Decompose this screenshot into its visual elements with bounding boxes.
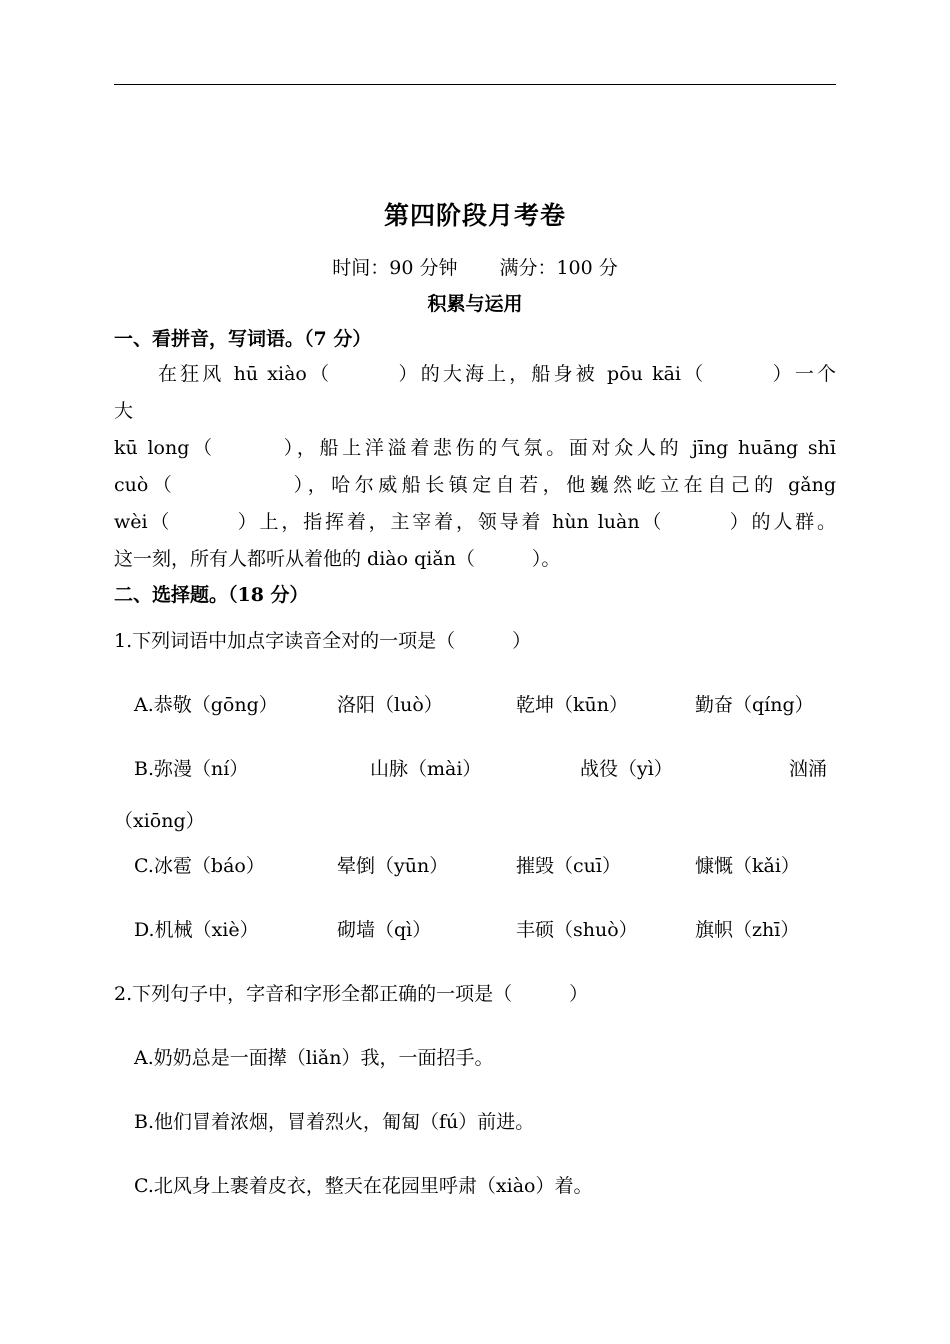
q1-b-2: 山脉（mài） (370, 758, 482, 780)
exam-meta (0, 253, 950, 280)
part1-line-1: 在狂风 hū xiào（ ）的大海上，船身被 pōu kāi（ ）一个 (158, 363, 836, 385)
q1-b-1: B.弥漫（ní） (134, 758, 249, 780)
exam-score: 满分：100 分 (499, 257, 618, 279)
part1-line-2: 大 (114, 400, 134, 422)
exam-time: 时间：90 分钟 (332, 257, 458, 279)
page-title: 第四阶段月考卷 (383, 201, 566, 230)
q1-b-3: 战役（yì） (580, 758, 673, 780)
q1-a-3: 乾坤（kūn） (516, 694, 628, 716)
q1-d-1: D.机械（xiè） (134, 919, 259, 941)
part1-line-4: cuò（ ），哈尔威船长镇定自若，他巍然屹立在自己的 gǎng (114, 474, 836, 496)
header-rule (114, 84, 836, 85)
q2-stem: 2.下列句子中，字音和字形全都正确的一项是（ ） (114, 983, 589, 1005)
part1-line-3: kū long（ ），船上洋溢着悲伤的气氛。面对众人的 jīng huāng shī (114, 437, 836, 459)
part1-line-5: wèi（ ）上，指挥着，主宰着，领导着 hùn luàn（ ）的人群。 (114, 511, 836, 533)
q1-c-4: 慷慨（kǎi） (695, 855, 800, 877)
q1-b-4: 汹涌 (789, 758, 828, 780)
q2-option-c: C.北风身上裹着皮衣，整天在花园里呼肃（xiào）着。 (134, 1175, 593, 1197)
q1-c-1: C.冰雹（báo） (134, 855, 265, 877)
q1-a-4: 勤奋（qíng） (695, 694, 814, 716)
part2-heading: 二、选择题。（18 分） (114, 584, 309, 606)
part1-heading: 一、看拼音，写词语。（7 分） (114, 328, 372, 350)
q1-c-2: 晕倒（yūn） (337, 855, 449, 877)
q1-d-3: 丰硕（shuò） (516, 919, 638, 941)
part1-line-6: 这一刻，所有人都听从着他的 diào qiǎn（ ）。 (114, 548, 561, 570)
q2-option-a: A.奶奶总是一面撵（liǎn）我，一面招手。 (134, 1047, 494, 1069)
q1-d-4: 旗帜（zhī） (695, 919, 800, 941)
q2-option-b: B.他们冒着浓烟，冒着烈火，匍匐（fú）前进。 (134, 1111, 535, 1133)
q1-b-cont: （xiōng） (114, 810, 205, 832)
q1-d-2: 砌墙（qì） (337, 919, 432, 941)
q1-stem: 1.下列词语中加点字读音全对的一项是（ ） (114, 630, 532, 652)
section-title: 积累与运用 (427, 293, 523, 315)
q1-a-2: 洛阳（luò） (337, 694, 443, 716)
q1-a-1: A.恭敬（gōng） (134, 694, 278, 716)
q1-c-3: 摧毁（cuī） (516, 855, 621, 877)
